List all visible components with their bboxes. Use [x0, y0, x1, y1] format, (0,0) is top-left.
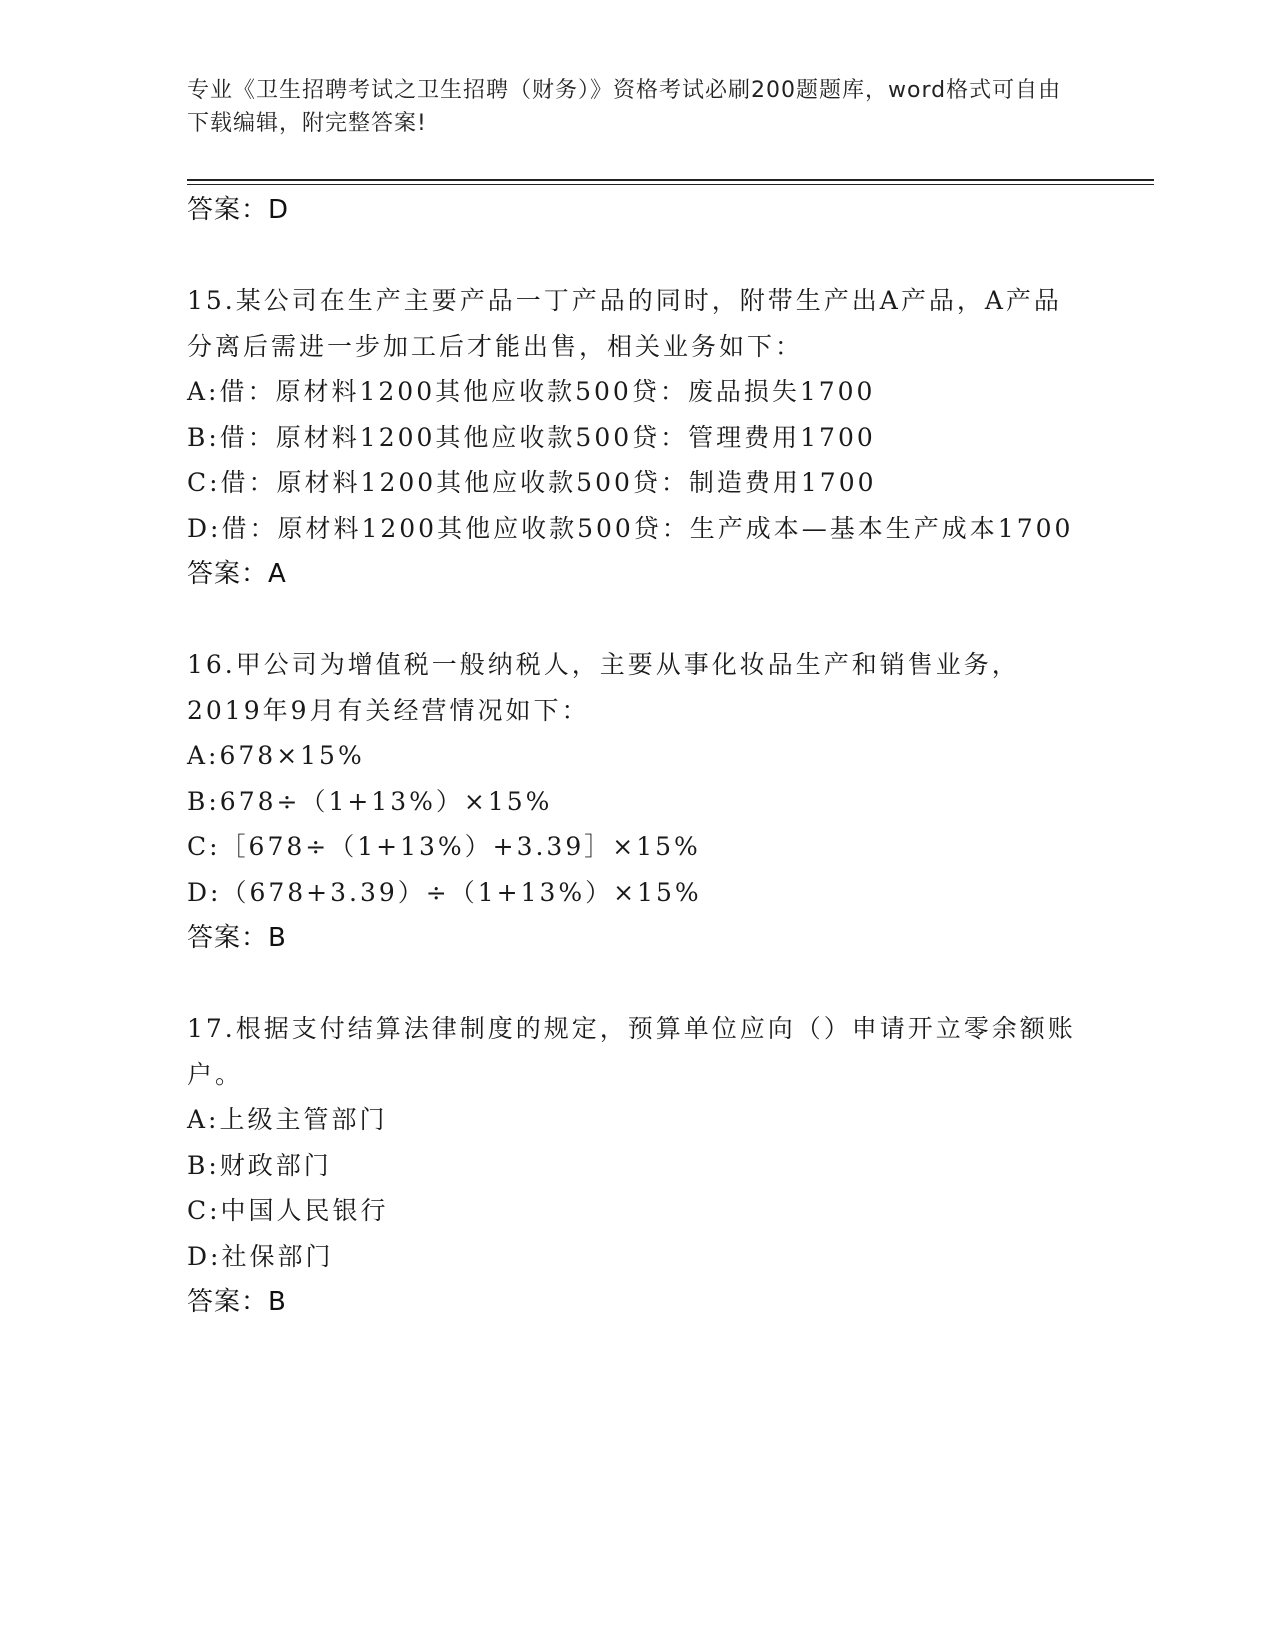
answer-line	[187, 187, 1087, 233]
answer-line	[187, 915, 1087, 961]
spacer	[187, 233, 1087, 278]
answer-label: 答案：	[187, 195, 269, 225]
question-16	[187, 642, 1087, 915]
option-d: D:（678+3.39）÷（1+13%）×15%	[187, 877, 702, 907]
answer-value: B	[268, 1287, 287, 1317]
answer-value: B	[268, 923, 287, 953]
question-stem: 15.某公司在生产主要产品一丁产品的同时，附带生产出A产品，A产品分离后需进一步加工后才能出售，相关业务如下：	[187, 286, 1062, 361]
option-a: A:上级主管部门	[187, 1105, 388, 1134]
question-17	[187, 1006, 1087, 1279]
option-d: D:社保部门	[187, 1241, 334, 1271]
answer-line	[187, 551, 1087, 597]
spacer	[187, 597, 1087, 642]
option-a: A:借：原材料1200其他应收款500贷：废品损失1700	[187, 377, 876, 406]
answer-value: A	[268, 559, 287, 589]
option-c: C:中国人民银行	[187, 1196, 389, 1225]
option-a: A:678×15%	[187, 741, 365, 770]
header-divider-thin	[187, 184, 1154, 185]
question-15	[187, 278, 1087, 551]
document-content	[187, 187, 1087, 1325]
option-b: B:财政部门	[187, 1150, 332, 1180]
answer-label: 答案：	[187, 1287, 269, 1317]
option-c: C:［678÷（1+13%）+3.39］×15%	[187, 832, 701, 861]
option-b: B:678÷（1+13%）×15%	[187, 786, 553, 816]
question-stem: 17.根据支付结算法律制度的规定，预算单位应向（）申请开立零余额账户。	[187, 1014, 1076, 1089]
option-b: B:借：原材料1200其他应收款500贷：管理费用1700	[187, 422, 876, 452]
answer-value: D	[268, 195, 290, 225]
answer-line	[187, 1279, 1087, 1325]
answer-label: 答案：	[187, 559, 269, 589]
page-header: 专业《卫生招聘考试之卫生招聘（财务）》资格考试必刷200题题库，word格式可自由下载编辑，附完整答案!	[187, 78, 1062, 136]
header-divider	[187, 179, 1154, 181]
option-d: D:借：原材料1200其他应收款500贷：生产成本—基本生产成本1700	[187, 513, 1074, 543]
spacer	[187, 961, 1087, 1006]
answer-label: 答案：	[187, 923, 269, 953]
question-stem: 16.甲公司为增值税一般纳税人，主要从事化妆品生产和销售业务，2019年9月有关经营情况如下：	[187, 650, 1020, 725]
option-c: C:借：原材料1200其他应收款500贷：制造费用1700	[187, 468, 877, 497]
